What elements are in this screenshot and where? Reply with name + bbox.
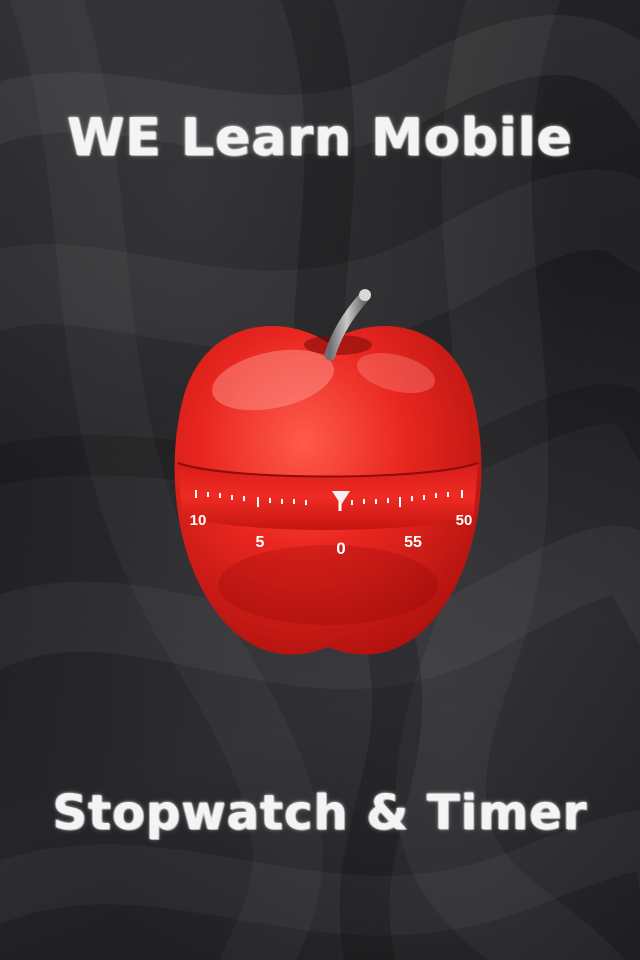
dial-label: 10	[189, 512, 207, 529]
dial-label: 5	[255, 534, 265, 551]
app-title: WE Learn Mobile	[67, 108, 573, 168]
app-subtitle: Stopwatch & Timer	[52, 785, 588, 841]
dial-label: 0	[336, 539, 346, 558]
dial-label: 50	[455, 512, 473, 529]
dial-label: 55	[404, 534, 422, 551]
apple-timer-icon	[168, 285, 488, 665]
